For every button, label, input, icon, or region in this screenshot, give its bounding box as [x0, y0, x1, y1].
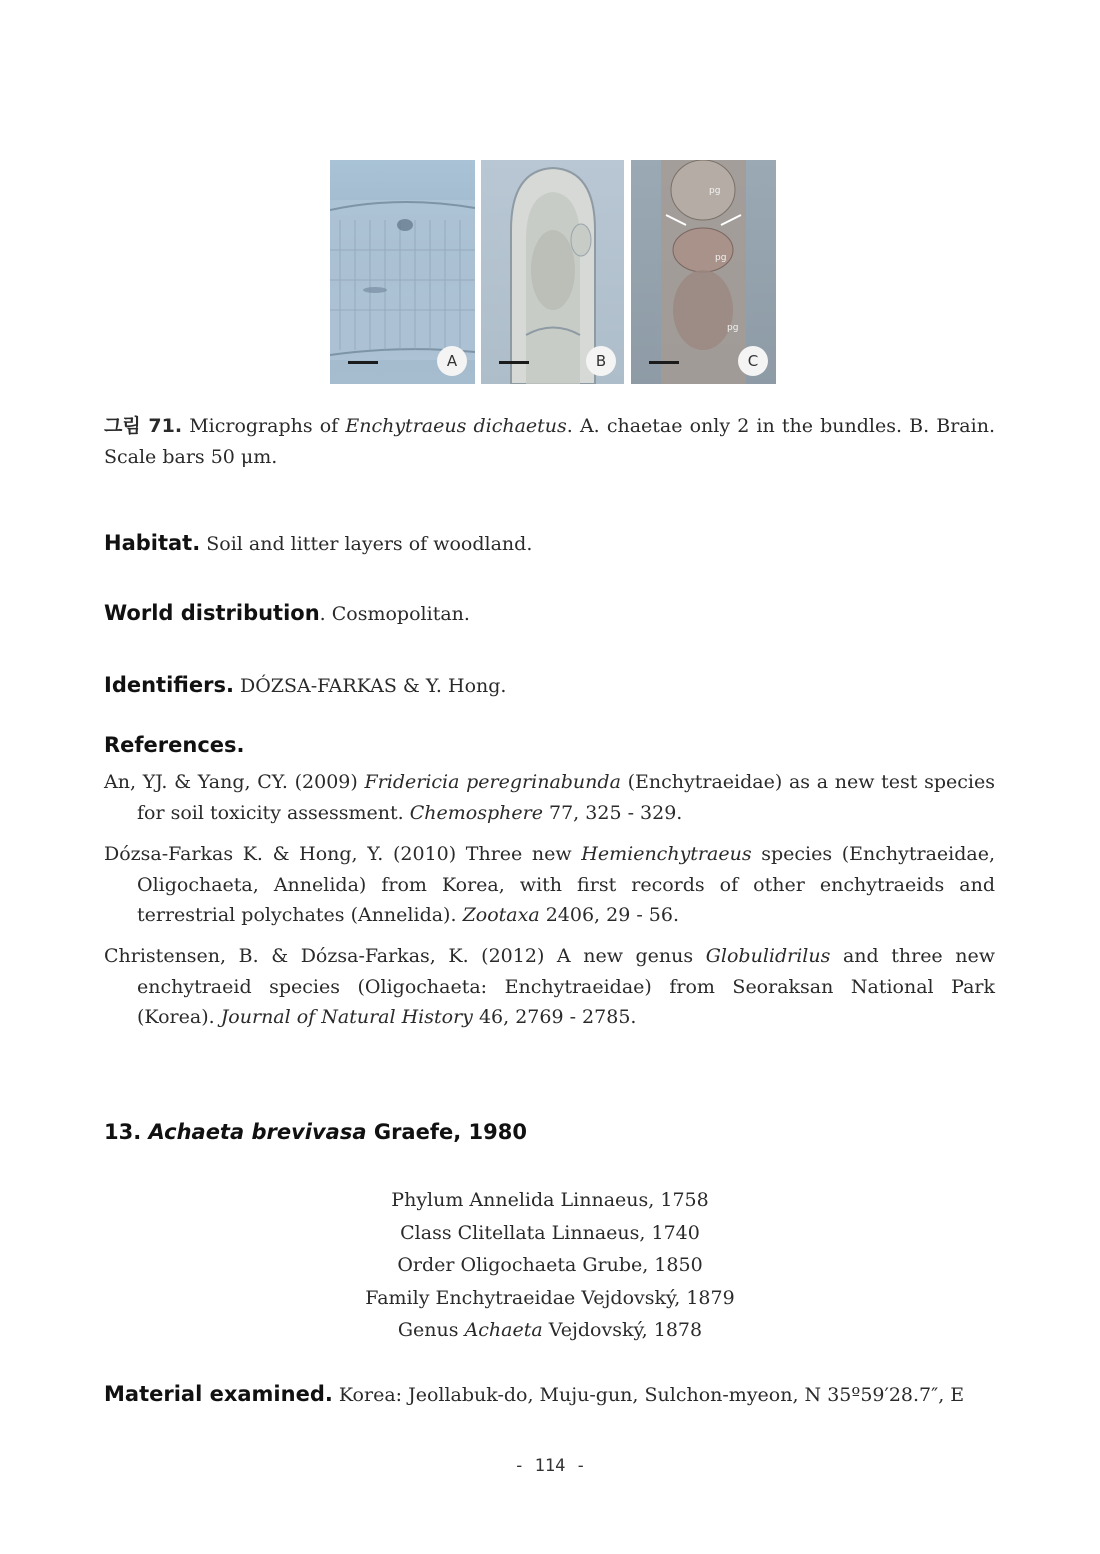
species-number: 13.: [104, 1120, 149, 1144]
reference-text: (Enchytraeidae) as a new test species for soil toxicity assessment.: [137, 771, 996, 824]
page-number: - 114 -: [514, 1456, 586, 1476]
reference-text: 46, 2769 - 2785.: [472, 1006, 637, 1028]
taxonomy-phylum: Phylum Annelida Linnaeus, 1758: [391, 1189, 709, 1211]
reference-text: 2406, 29 - 56.: [539, 904, 680, 926]
identifiers-text: DÓZSA-FARKAS & Y. Hong.: [233, 675, 507, 697]
reference-italic-title: Hemienchytraeus: [581, 843, 752, 865]
scale-bar: [348, 361, 378, 364]
reference-italic-title: Fridericia peregrinabunda: [364, 771, 621, 793]
reference-item: [104, 941, 995, 1033]
species-heading: [104, 1120, 527, 1144]
panel-label-c: C: [738, 346, 768, 376]
reference-text: Dózsa-Farkas K. & Hong, Y. (2010) Three new: [104, 843, 582, 865]
caption-label: 그림 71.: [104, 415, 183, 437]
scale-bar: [649, 361, 679, 364]
micrograph-panel-a: [330, 160, 475, 384]
distribution-text: . Cosmopolitan.: [319, 603, 470, 625]
material-text: Korea: Jeollabuk-do, Muju-gun, Sulchon-myeon, N 35º59′28.7″, E: [332, 1384, 965, 1406]
panel-label-b: B: [586, 346, 616, 376]
taxonomy-family: Family Enchytraeidae Vejdovský, 1879: [365, 1286, 735, 1309]
reference-item: [104, 839, 995, 931]
taxonomy-class: Class Clitellata Linnaeus, 1740: [400, 1221, 700, 1244]
pg-label: pg: [709, 186, 721, 196]
panel-label-a: A: [437, 346, 467, 376]
genus-author: Vejdovský, 1878: [542, 1319, 703, 1341]
identifiers-section: [104, 670, 506, 701]
habitat-section: [104, 528, 532, 559]
habitat-label: Habitat.: [104, 531, 201, 555]
reference-text: species (Enchytraeidae, Oligochaeta, Annelida) from Korea, with first records of other enchytraeids and terrestrial polychates (Annelida).: [137, 843, 995, 926]
micrograph-panel-c: [631, 160, 776, 384]
species-author: Graefe, 1980: [366, 1120, 527, 1144]
reference-journal: Journal of Natural History: [220, 1006, 473, 1028]
species-name: Achaeta brevivasa: [148, 1120, 367, 1144]
reference-text: 77, 325 - 329.: [542, 801, 683, 824]
reference-journal: Zootaxa: [462, 904, 540, 926]
reference-journal: Chemosphere: [409, 801, 543, 824]
reference-text: and three new enchytraeid species (Oligochaeta: Enchytraeidae) from Seoraksan National Park (Korea).: [137, 945, 995, 1028]
caption-text-after: . A. chaetae only 2 in the bundles. B. Brain. Scale bars 50 μm.: [104, 415, 995, 468]
references-heading: References.: [104, 733, 245, 757]
scale-bar: [499, 361, 529, 364]
material-section: [104, 1379, 995, 1410]
reference-item: [104, 767, 995, 828]
distribution-section: [104, 598, 470, 629]
micrograph-panel-b: [481, 160, 624, 384]
taxonomy-order: Order Oligochaeta Grube, 1850: [397, 1254, 703, 1276]
caption-species: Enchytraeus dichaetus: [345, 415, 567, 437]
reference-italic-title: Globulidrilus: [705, 945, 831, 967]
genus-prefix: Genus: [397, 1319, 465, 1341]
distribution-label: World distribution: [104, 601, 320, 625]
reference-text: An, YJ. & Yang, CY. (2009): [104, 771, 365, 793]
pg-label: pg: [715, 253, 727, 263]
reference-text: Christensen, B. & Dózsa-Farkas, K. (2012) A new genus: [104, 945, 706, 967]
micrograph-figure: [330, 160, 776, 384]
pg-label: pg: [727, 323, 739, 333]
material-label: Material examined.: [104, 1382, 333, 1406]
taxonomy-block: [250, 1184, 850, 1347]
habitat-text: Soil and litter layers of woodland.: [200, 533, 533, 555]
caption-text-before: Micrographs of: [182, 415, 346, 437]
genus-name: Achaeta: [464, 1319, 543, 1341]
figure-caption: [104, 411, 995, 473]
identifiers-label: Identifiers.: [104, 673, 234, 697]
taxonomy-genus: [250, 1314, 850, 1347]
